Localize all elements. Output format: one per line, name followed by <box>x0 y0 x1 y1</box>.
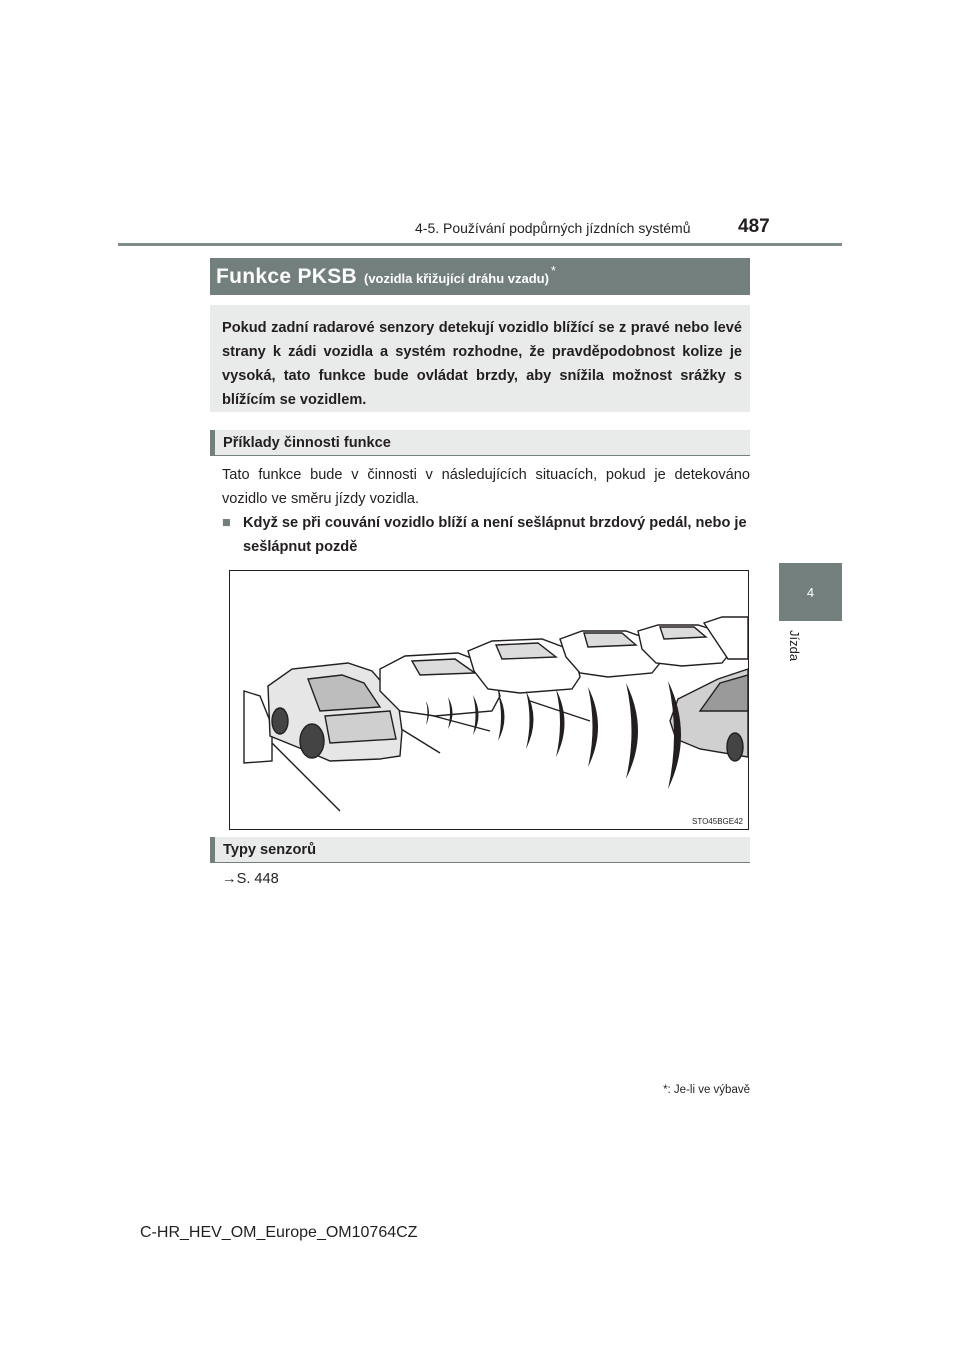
section-title-bar <box>210 258 750 295</box>
section-subtitle: (vozidla křižující dráhu vzadu) <box>364 271 549 286</box>
footer-document-code: C-HR_HEV_OM_Europe_OM10764CZ <box>140 1224 418 1241</box>
parking-illustration <box>230 571 748 829</box>
chapter-label: Jízda <box>787 630 802 662</box>
intro-text: Pokud zadní radarové senzory detekují vozidlo blížící se z pravé nebo levé strany k zádi vozidla a systém rozhodne, že pravděpodobnost kolize je vysoká, tato funkce bude ovládat brzdy, aby snížila možnost srážky s blížícím se vozidlem. <box>222 320 742 408</box>
header-section-title: 4-5. Používání podpůrných jízdních systémů <box>415 220 691 236</box>
figure-code: STO45BGE42 <box>692 817 743 826</box>
header-rule <box>118 243 842 246</box>
illustration-frame <box>229 570 749 830</box>
intro-box <box>210 305 750 412</box>
subheading-examples <box>210 430 750 456</box>
chapter-number: 4 <box>806 584 815 600</box>
bullet-square-icon: ■ <box>222 515 231 531</box>
bullet-text: Když se při couvání vozidlo blíží a není sešlápnut brzdový pedál, nebo je sešlápnut pozdě <box>243 515 747 555</box>
footnote-marker: * <box>550 263 556 278</box>
page-reference: →S. 448 <box>222 871 279 887</box>
body-text: Tato funkce bude v činnosti v následujících situacích, pokud je detekováno vozidlo ve směru jízdy vozidla. <box>222 467 750 507</box>
subheading-sensor-types-label: Typy senzorů <box>223 841 316 858</box>
subheading-examples-label: Příklady činnosti funkce <box>223 434 391 451</box>
subheading-sensor-types <box>210 837 750 863</box>
chapter-tab <box>779 563 842 621</box>
footnote: *: Je-li ve výbavě <box>663 1084 750 1096</box>
page-number: 487 <box>738 216 770 237</box>
section-title: Funkce PKSB <box>216 264 357 288</box>
